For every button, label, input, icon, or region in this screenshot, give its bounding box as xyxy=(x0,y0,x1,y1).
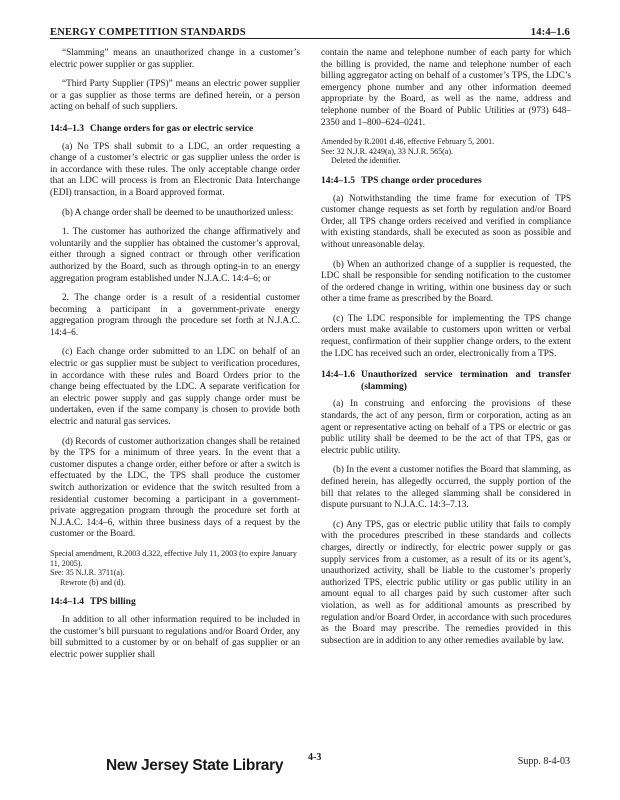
section-title: TPS billing xyxy=(90,597,136,608)
paragraph-1-3-d: (d) Records of customer authorization changes shall be retained by the TPS for a minimum of three years. In the event that a customer disputes a change order, either before or after a switch is effectuated by the LDC, the TPS shall produce the customer switch authorization or evidence that the switch resulted from a residential customer becoming a participant in a government-private aggregation program through the procedure set forth at N.J.A.C. 14:4–6, within three business days of a request by the customer or the Board. xyxy=(50,436,300,540)
history-line: Amended by R.2001 d.46, effective February 5, 2001. xyxy=(321,137,495,147)
definition-tps: “Third Party Supplier (TPS)” means an electric power supplier or a gas supplier as those terms are defined herein, or a person acting on behalf of such suppliers. xyxy=(50,79,300,113)
page-footer xyxy=(50,752,570,782)
definition-slamming: “Slamming” means an unauthorized change in a customer’s electric power supplier or gas supplier. xyxy=(50,48,300,70)
history-line: Special amendment, R.2003 d.322, effective July 11, 2003 (to expire January 11, 2005). xyxy=(50,548,297,568)
paragraph-1-3-c: (c) Each change order submitted to an LDC on behalf of an electric or gas supplier must be subject to verification procedures, in accordance with these rules and Board Orders prior to the change being effectuated by the LDC. A separate verification for an electric power supply and gas supply change order must be undertaken, even if the same company is chosen to provide both electric and natural gas services. xyxy=(50,347,300,428)
page-number: 4-3 xyxy=(308,752,322,763)
paragraph-1-5-c: (c) The LDC responsible for implementing the TPS change orders must make available to customers upon written or verbal request, confirmation of their supplier change orders, to the extent the LDC has received such an order, electronically from a TPS. xyxy=(321,313,571,359)
section-number: 14:4–1.5 xyxy=(321,175,356,186)
paragraph-1-6-b: (b) In the event a customer notifies the Board that slamming, as defined herein, has allegedly occurred, the supply portion of the bill that relates to the alleged slamming shall be considered in dispute pursuant to N.J.A.C. 14:3–7.13. xyxy=(321,465,571,511)
section-heading-1-4 xyxy=(50,597,300,609)
history-line: See: 35 N.J.R. 3711(a). xyxy=(50,568,125,578)
history-line: See: 32 N.J.R. 4249(a), 33 N.J.R. 565(a). xyxy=(321,146,453,156)
paragraph-1-5-a: (a) Notwithstanding the time frame for execution of TPS customer change requests as set forth by regulation and/or Board Order, all TPS change orders received and verified in compliance with existing standards, shall be executed as soon as possible and without unreasonable delay. xyxy=(321,193,571,250)
right-column xyxy=(321,48,571,655)
paragraph-1-6-a: (a) In construing and enforcing the provisions of these standards, the act of any person, firm or corporation, acting as an agent or representative acting on behalf of a TPS or electric or gas public utility shall be deemed to be the act of that TPS, gas or electric public utility. xyxy=(321,399,571,456)
paragraph-1-3-b: (b) A change order shall be deemed to be unauthorized unless: xyxy=(62,207,294,218)
paragraph-1-5-b: (b) When an authorized change of a supplier is requested, the LDC shall be responsible for sending notification to the customer of the ordered change in writing, within one business day or such other a time frame as prescribed by the Board. xyxy=(321,259,571,305)
section-number: 14:4–1.4 xyxy=(50,597,85,608)
history-note-1-3 xyxy=(50,549,300,587)
header-section-number: 14:4–1.6 xyxy=(530,27,570,38)
paragraph-1-3-b-1: 1. The customer has authorized the change affirmatively and voluntarily and the supplier has obtained the customer’s approval, either through a signed contract or through other verification authorized by the Board, such as through opting-in to an energy aggregation program established under N.J.A.C. 14:4–6; or xyxy=(50,227,300,284)
section-title: TPS change order procedures xyxy=(361,175,482,186)
library-watermark: New Jersey State Library xyxy=(106,757,284,774)
paragraph-1-4: In addition to all other information required to be included in the customer’s bill pursuant to regulations and/or Board Order, any bill submitted to a customer by or on behalf of gas supplier or an electric power supplier shall xyxy=(50,614,300,660)
section-heading-1-6 xyxy=(321,370,571,393)
running-header xyxy=(50,22,570,39)
section-title: Unauthorized service termination and transfer (slamming) xyxy=(361,370,571,392)
history-line: Rewrote (b) and (d). xyxy=(60,577,126,587)
section-heading-1-5 xyxy=(321,176,571,188)
section-title: Change orders for gas or electric service xyxy=(90,123,254,134)
section-number: 14:4–1.3 xyxy=(50,123,85,134)
section-number: 14:4–1.6 xyxy=(321,370,356,381)
history-note-1-4 xyxy=(321,137,571,166)
supplement-date: Supp. 8-4-03 xyxy=(517,756,570,767)
paragraph-1-3-b-2: 2. The change order is a result of a residential customer becoming a participant in a government-private energy aggregation program through the procedure set forth at N.J.A.C. 14:4–6. xyxy=(50,293,300,338)
history-line: Deleted the identifier. xyxy=(331,156,401,166)
section-heading-1-3 xyxy=(50,124,300,136)
paragraph-1-4-continued: contain the name and telephone number of each party for which the billing is provided, the name and telephone number of each billing aggregator acting on behalf of a customer’s TPS, the LDC’s emergency phone number and any other information deemed appropriate by the Board, as well as the name, address and telephone number of the Board of Public Utilities at (973) 648–2350 and 1–800–624–0241. xyxy=(321,48,571,128)
paragraph-1-6-c: (c) Any TPS, gas or electric public utility that fails to comply with the procedures prescribed in these standards and collects charges, directly or indirectly, for electric power supply or gas supply services from a customer, as a result of its or its agent’s, unauthorized activity, shall be liable to the customer’s properly authorized TPS, electric public utility or gas public utility in an amount equal to all charges paid by such customer after such violation, as well as for additional amounts as prescribed by regulation and/or Board Order, in accordance with such procedures as the Board may prescribe. The remedies provided in this subsection are in addition to any other remedies available by law. xyxy=(321,519,571,646)
paragraph-1-3-a: (a) No TPS shall submit to a LDC, an order requesting a change of a customer’s electric or gas supplier unless the order is in accordance with these rules. The only acceptable change order that an LDC will process is from an Electronic Data Interchange (EDI) transaction, in a Board approved format. xyxy=(50,141,300,198)
header-title: ENERGY COMPETITION STANDARDS xyxy=(50,27,246,38)
left-column xyxy=(50,48,300,669)
